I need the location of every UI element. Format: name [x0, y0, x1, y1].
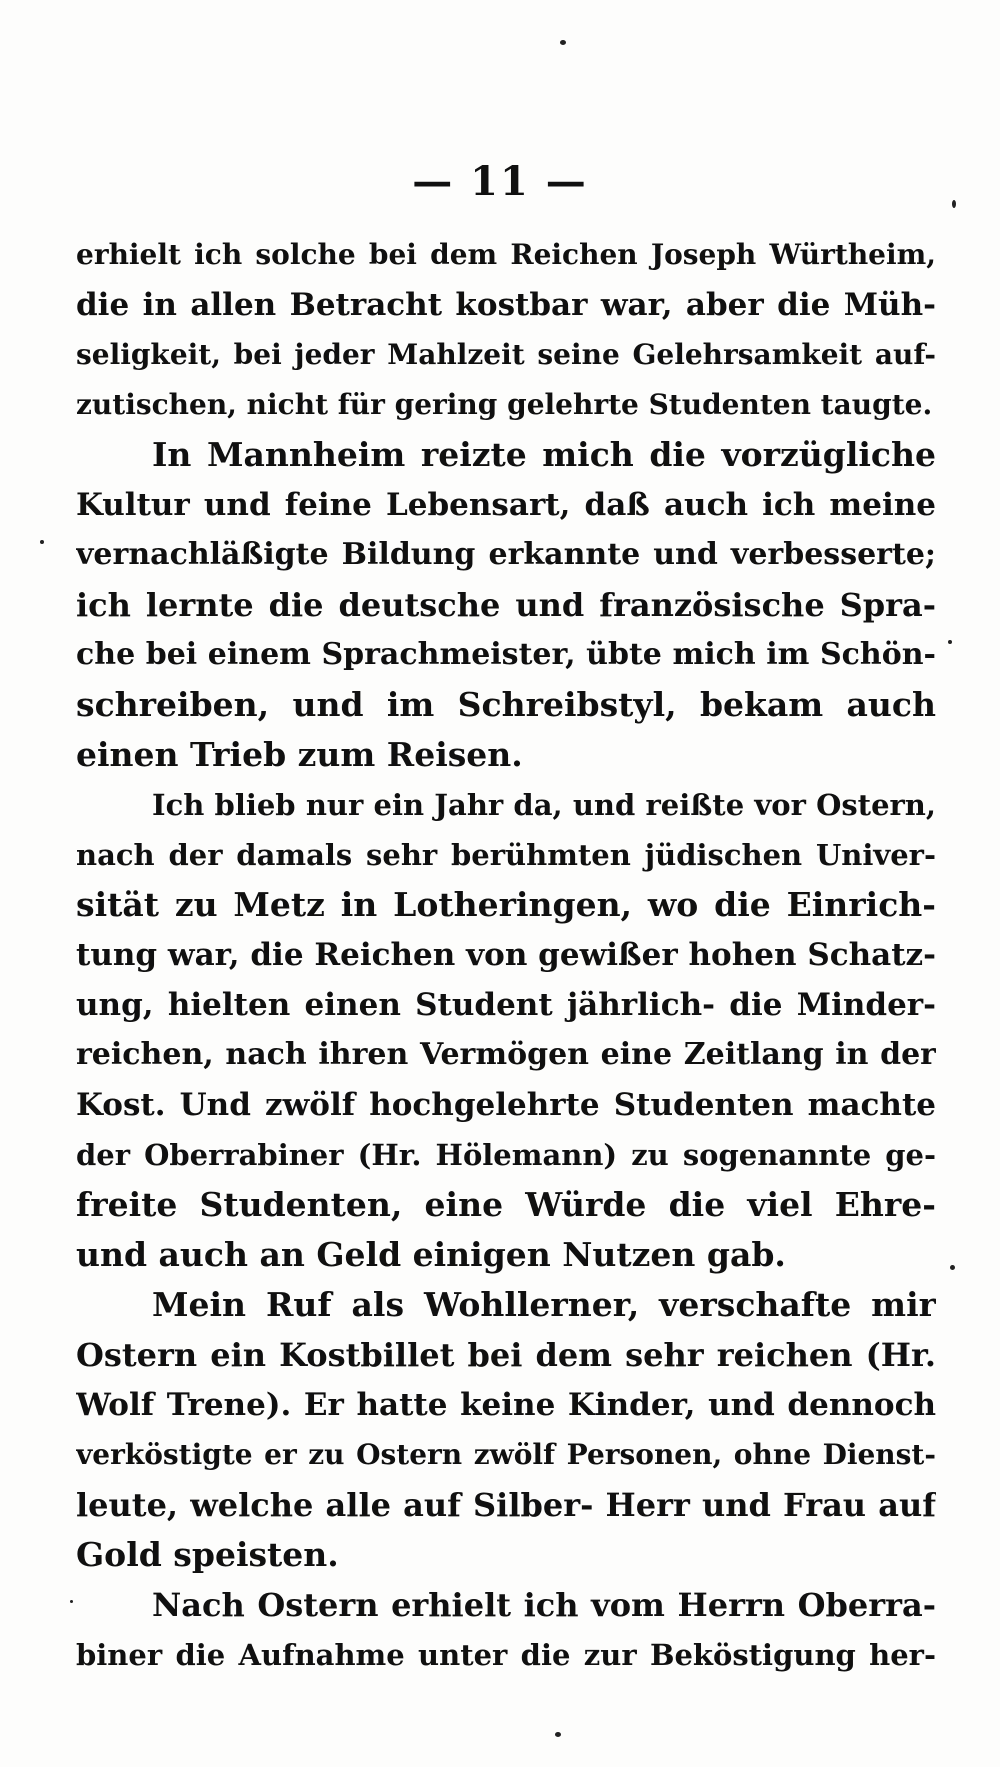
body-text	[76, 230, 936, 1680]
scan-speck	[560, 40, 566, 45]
text-line: Mein Ruf als Wohllerner, verschafte mir	[152, 1285, 936, 1324]
text-line: ung, hielten einen Student jährlich- die Minder-	[76, 987, 936, 1023]
text-line: verköstigte er zu Ostern zwölf Personen, ohne Dienst-	[76, 1438, 936, 1471]
scan-speck	[40, 540, 44, 544]
text-line: einen Trieb zum Reisen.	[76, 735, 523, 774]
text-line: tung war, die Reichen von gewißer hohen Schatz-	[76, 937, 936, 973]
text-line: leute, welche alle auf Silber- Herr und Frau auf	[76, 1486, 936, 1524]
text-line: zutischen, nicht für gering gelehrte Studenten taugte.	[76, 388, 933, 421]
text-line: biner die Aufnahme unter die zur Beköstigung her-	[76, 1638, 936, 1672]
text-line: freite Studenten, eine Würde die viel Ehre-	[76, 1185, 936, 1224]
scan-speck	[555, 1732, 561, 1737]
scan-speck	[950, 1265, 955, 1270]
text-line: sität zu Metz in Lotheringen, wo die Einrich-	[76, 885, 936, 924]
text-line: die in allen Betracht kostbar war, aber die Müh-	[76, 287, 936, 323]
text-line: Ich blieb nur ein Jahr da, und reißte vor Ostern,	[152, 788, 936, 822]
text-line: che bei einem Sprachmeister, übte mich im Schön-	[76, 637, 936, 672]
text-line: In Mannheim reizte mich die vorzügliche	[152, 435, 936, 474]
scan-speck	[70, 1600, 73, 1603]
text-line: Kost. Und zwölf hochgelehrte Studenten machte	[76, 1087, 936, 1123]
scan-speck	[952, 200, 956, 208]
text-line: der Oberrabiner (Hr. Hölemann) zu sogenannte ge-	[76, 1138, 936, 1172]
scan-speck	[948, 640, 952, 644]
text-line: vernachläßigte Bildung erkannte und verbesserte;	[76, 537, 936, 572]
text-line: reichen, nach ihren Vermögen eine Zeitlang in der	[76, 1037, 936, 1072]
text-line: seligkeit, bei jeder Mahlzeit seine Gelehrsamkeit auf-	[76, 338, 936, 371]
text-line: Nach Ostern erhielt ich vom Herrn Oberra-	[152, 1586, 936, 1624]
text-line: erhielt ich solche bei dem Reichen Joseph Würtheim,	[76, 238, 936, 271]
page-number: — 11 —	[412, 158, 588, 205]
text-line: Gold speisten.	[76, 1535, 339, 1574]
text-line: Kultur und feine Lebensart, daß auch ich meine	[76, 487, 936, 523]
text-line: ich lernte die deutsche und französische Spra-	[76, 586, 936, 624]
text-line: und auch an Geld einigen Nutzen gab.	[76, 1235, 786, 1274]
text-line: Ostern ein Kostbillet bei dem sehr reichen (Hr.	[76, 1336, 936, 1374]
text-line: nach der damals sehr berühmten jüdischen Univer-	[76, 838, 936, 872]
text-line: Wolf Trene). Er hatte keine Kinder, und dennoch	[76, 1387, 936, 1423]
text-line: schreiben, und im Schreibstyl, bekam auch	[76, 685, 936, 724]
